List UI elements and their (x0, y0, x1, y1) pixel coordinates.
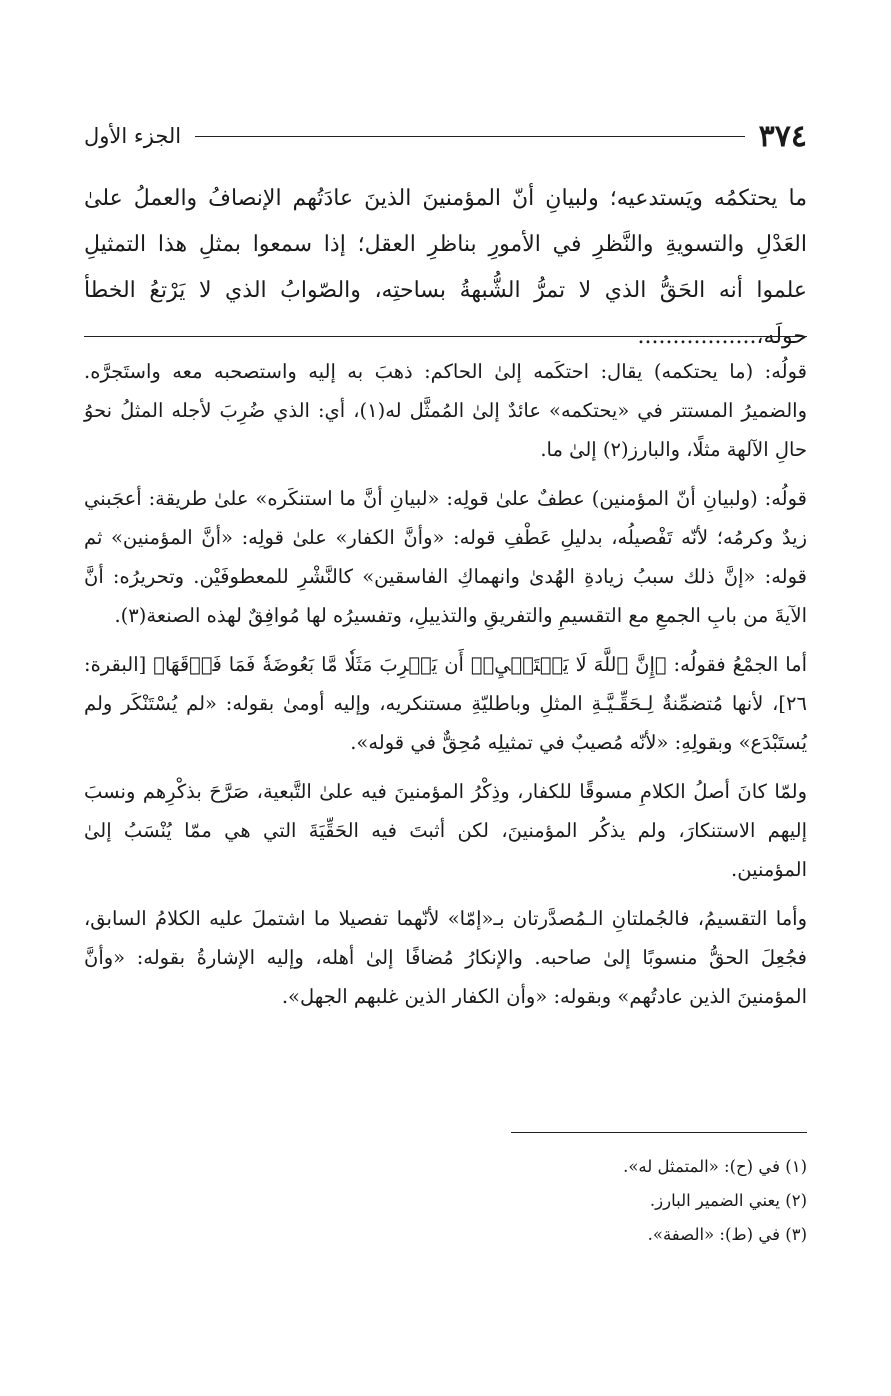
page-number: ٣٧٤ (758, 118, 807, 154)
footnote-divider (511, 1132, 807, 1133)
header-rule (195, 136, 745, 137)
footnote-2: (٢) يعني الضمير البارز. (649, 1191, 807, 1210)
commentary-paragraph-5: وأما التقسيمُ، فالجُملتانِ الـمُصدَّرتان بـ«إمّا» لأنّهما تفصيلا ما اشتملَ عليه الكلامُ السابق، فجُعِلَ الحقُّ منسوبًا إلىٰ صاحبه. والإنكارُ مُضافًا إلىٰ أهله، وإليه الإشارةُ بقوله: «وأنَّ المؤمنينَ الذين عادتُهم» وبقوله: «وأن الكفار الذين غلبهم الجهل». (84, 907, 807, 1008)
main-text-paragraph: ما يحتكمُه ويَستدعيه؛ ولبيانِ أنّ المؤمنينَ الذينَ عادَتُهم الإنصافُ والعملُ علىٰ العَدْلِ والتسويةِ والنَّظرِ في الأمورِ بناظرِ العقل؛ إذا سمعوا بمثلِ هذا التمثيلِ علموا أنه الحَقُّ الذي لا تمرُّ الشُّبهةُ بساحتِه، والصّوابُ الذي لا يَرْتعُ الخطأ حولَه،................. (84, 186, 807, 349)
footnote-3: (٣) في (ط): «الصفة». (647, 1225, 807, 1244)
main-text-divider (84, 336, 807, 337)
commentary-paragraph-3: أما الجمْعُ فقولُه: ﴿إِنَّ ٱللَّهَ لَا يَسۡتَحۡيِۦٓ أَن يَضۡرِبَ مَثَلٗا مَّا بَعُوضَةٗ فَمَا فَوۡقَهَا﴾ [البقرة: ٢٦]، لأنها مُتضمِّنةٌ لِـحَقِّـيَّـةِ المثلِ وباطليّةِ مستنكريه، وإليه أومىٰ بقوله: «لم يُسْتَنْكَر ولم يُستَبْدَع» وبقولِهِ: «لأنّه مُصيبٌ في تمثيلِه مُحِقٌّ في قوله». (84, 653, 807, 754)
page-header (84, 112, 807, 160)
commentary-block (84, 352, 807, 1026)
footnotes-block (84, 1150, 807, 1252)
running-title: الجزء الأول (84, 124, 182, 148)
main-text-block (84, 176, 807, 360)
footnote-1: (١) في (ح): «المتمثل له». (623, 1157, 807, 1176)
commentary-paragraph-1: قولُه: (ما يحتكمه) يقال: احتكَمه إلىٰ الحاكم: ذهبَ به إليه واستصحبه معه واستَجرَّه. والضميرُ المستتر في «يحتكمه» عائدٌ إلىٰ المُمثَّل له(١)، أي: الذي ضُرِبَ لأجله المثلُ نحوُ حالِ الآلهة مثلًا، والبارز(٢) إلىٰ ما. (84, 360, 807, 461)
commentary-paragraph-4: ولمّا كانَ أصلُ الكلامِ مسوقًا للكفار، وذِكْرُ المؤمنينَ فيه علىٰ التَّبعية، صَرَّحَ بذكْرِهم ونسبَ إليهم الاستنكارَ، ولم يذكُر المؤمنينَ، لكن أثبتَ فيه الحَقِّيَةَ التي هي ممّا يُنْسَبُ إلىٰ المؤمنين. (84, 780, 807, 881)
commentary-paragraph-2: قولُه: (ولبيانِ أنّ المؤمنين) عطفٌ علىٰ قولِه: «لبيانِ أنَّ ما استنكَره» علىٰ طريقة: أعجَبني زيدٌ وكرمُه؛ لأنّه تَفْصيلُه، بدليلِ عَطْفِ قوله: «وأنَّ الكفار» علىٰ قولِه: «أنَّ المؤمنين» ثم قوله: «إنَّ ذلك سببُ زيادةِ الهُدىٰ وانهماكِ الفاسقين» كالنَّشْرِ للمعطوفَيْن. وتحريرُه: أنَّ الآيةَ من بابِ الجمعِ مع التقسيمِ والتفريقِ والتذييلِ، وتفسيرُه لها مُوافِقٌ لهذه الصنعة(٣). (84, 487, 807, 627)
